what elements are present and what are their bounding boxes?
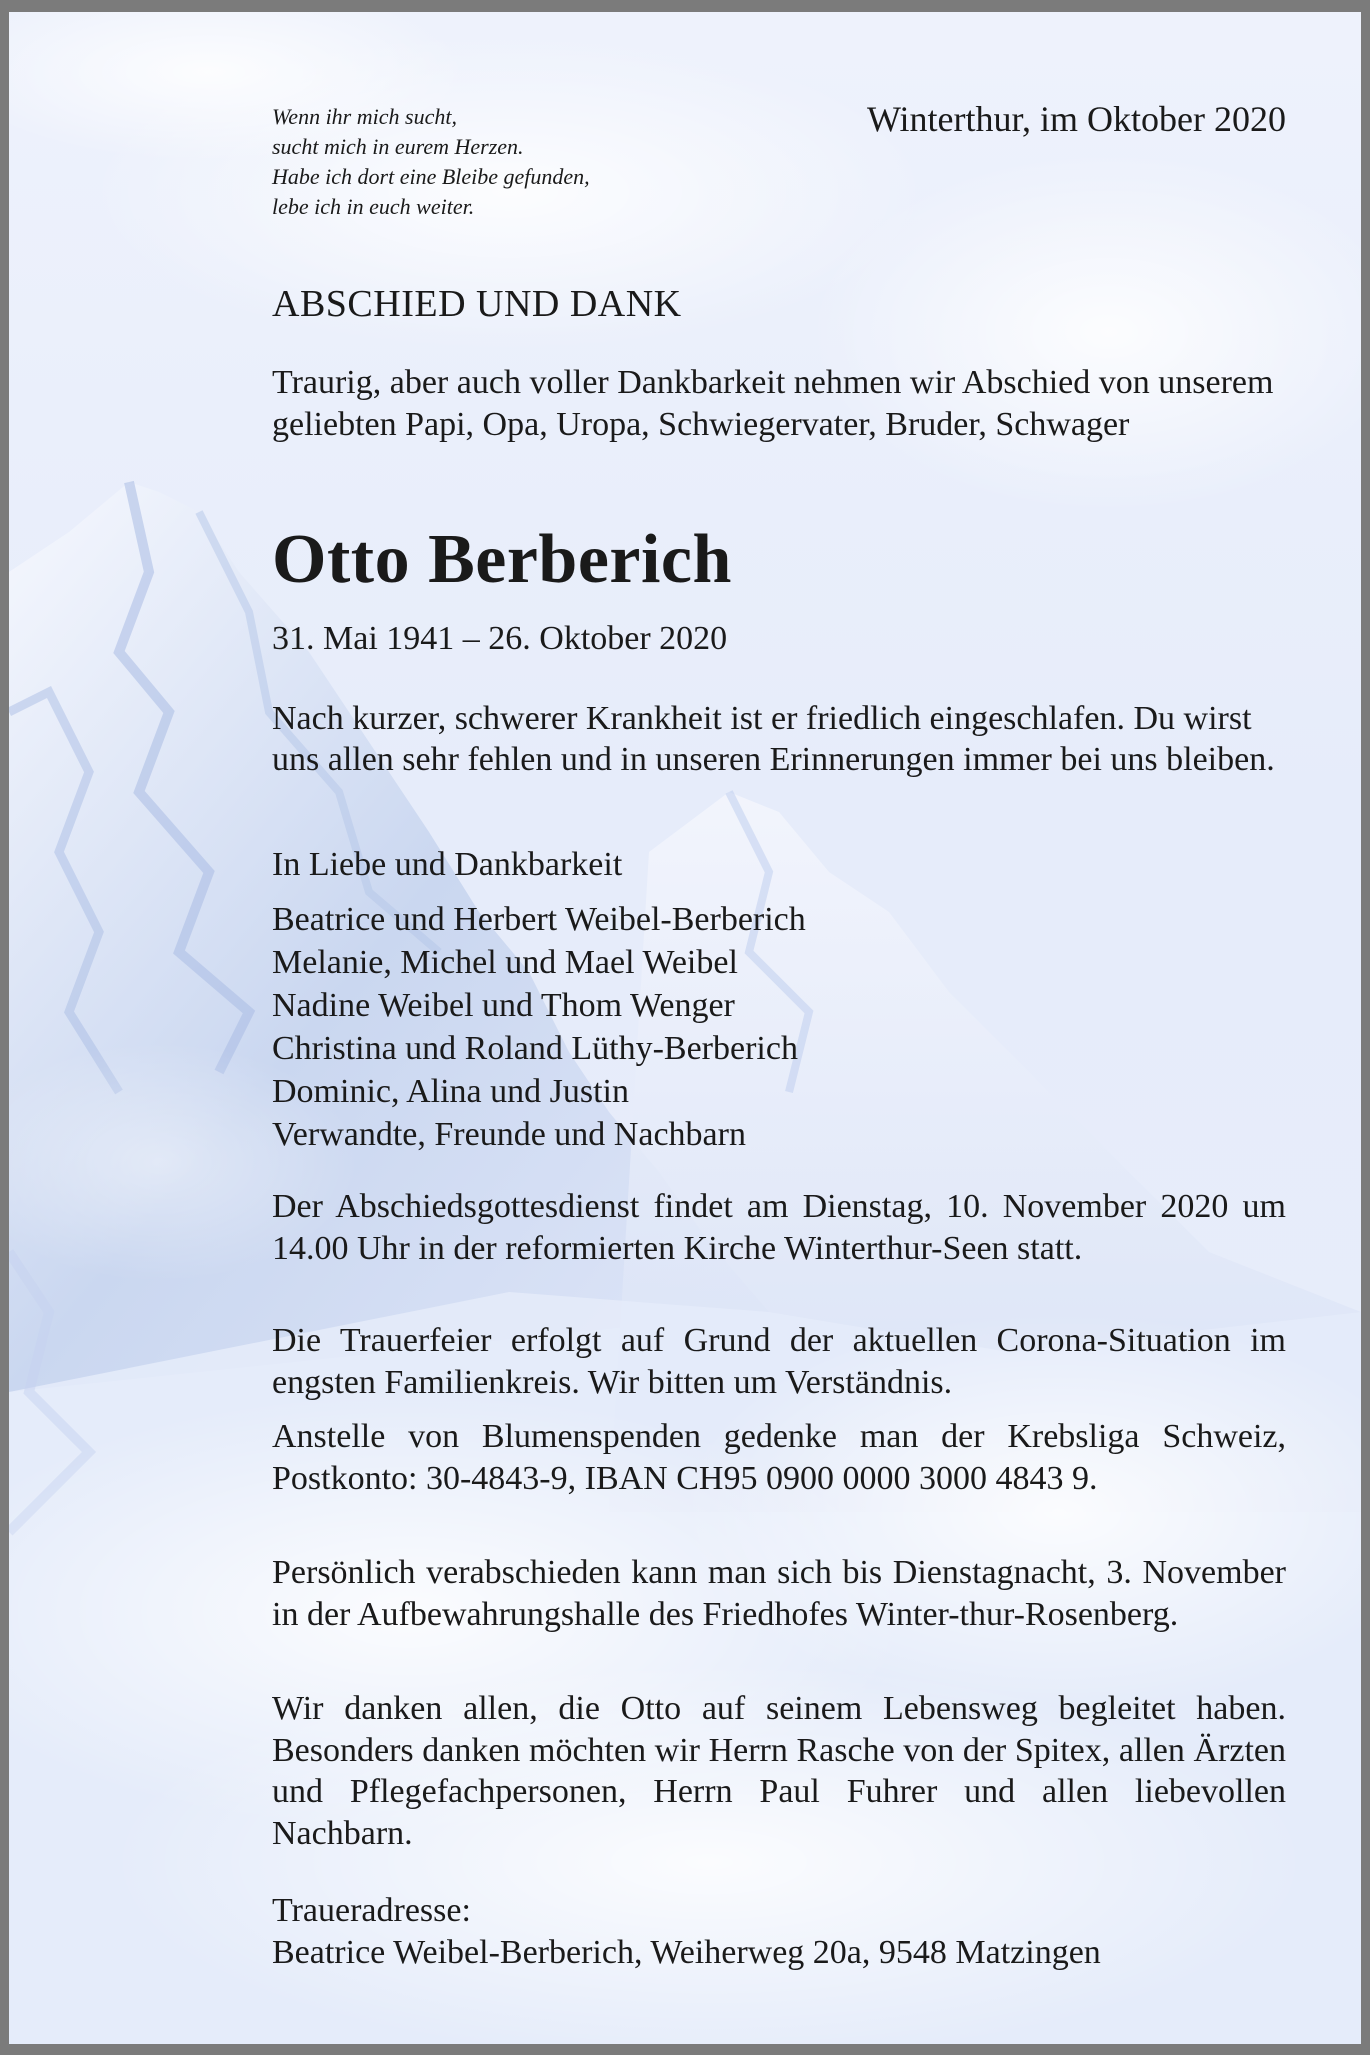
place-and-date: Winterthur, im Oktober 2020 <box>866 99 1286 139</box>
mourning-address-label: Traueradresse: <box>272 1892 471 1929</box>
service-paragraph: Der Abschiedsgottesdienst findet am Dienstag, 10. November 2020 um 14.00 Uhr in der reformierten Kirche Winterthur-Seen statt. <box>272 1188 1286 1267</box>
mourner-entry: Dominic, Alina und Justin <box>272 1073 629 1110</box>
memorial-verse-line: lebe ich in euch weiter. <box>272 194 475 219</box>
memorial-verse <box>272 102 792 222</box>
mourning-address: Beatrice Weibel-Berberich, Weiherweg 20a, 9548 Matzingen <box>272 1934 1101 1971</box>
thanks-paragraph: Wir danken allen, die Otto auf seinem Lebensweg begleitet haben. Besonders danken möchten wir Herrn Rasche von der Spitex, allen Ärzten und Pflegefachpersonen, Herrn Paul Fuhrer und allen liebevollen Nachbarn. <box>272 1690 1286 1852</box>
memorial-verse-line: sucht mich in eurem Herzen. <box>272 134 524 159</box>
mourner-entry: Melanie, Michel und Mael Weibel <box>272 944 738 981</box>
signoff: In Liebe und Dankbarkeit <box>272 846 623 883</box>
intro-text: Traurig, aber auch voller Dankbarkeit nehmen wir Abschied von unserem geliebten Papi, Opa, Uropa, Schwiegervater, Bruder, Schwager <box>272 364 1274 443</box>
memorial-verse-line: Habe ich dort eine Bleibe gefunden, <box>272 164 590 189</box>
mourner-entry: Nadine Weibel und Thom Wenger <box>272 987 735 1024</box>
mourners-list <box>272 898 806 1156</box>
deceased-name: Otto Berberich <box>272 521 732 598</box>
farewell-paragraph: Persönlich verabschieden kann man sich bis Dienstagnacht, 3. November in der Aufbewahrungshalle des Friedhofes Winter-thur-Rosenberg. <box>272 1554 1286 1633</box>
donations-paragraph: Anstelle von Blumenspenden gedenke man der Krebsliga Schweiz, Postkonto: 30-4843-9, IBAN CH95 0900 0000 3000 4843 9. <box>272 1418 1286 1497</box>
memorial-verse-line: Wenn ihr mich sucht, <box>272 104 457 129</box>
passing-text: Nach kurzer, schwerer Krankheit ist er friedlich eingeschlafen. Du wirst uns allen sehr fehlen und in unseren Erinnerungen immer bei uns bleiben. <box>272 700 1275 778</box>
mourner-entry: Christina und Roland Lüthy-Berberich <box>272 1030 798 1067</box>
life-dates: 31. Mai 1941 – 26. Oktober 2020 <box>272 620 728 657</box>
notice-heading: ABSCHIED UND DANK <box>272 283 682 325</box>
mourner-entry: Beatrice und Herbert Weibel-Berberich <box>272 901 806 938</box>
ceremony-paragraph: Die Trauerfeier erfolgt auf Grund der aktuellen Corona-Situation im engsten Familienkreis. Wir bitten um Verständnis. <box>272 1322 1286 1401</box>
mourner-entry: Verwandte, Freunde und Nachbarn <box>272 1116 746 1153</box>
